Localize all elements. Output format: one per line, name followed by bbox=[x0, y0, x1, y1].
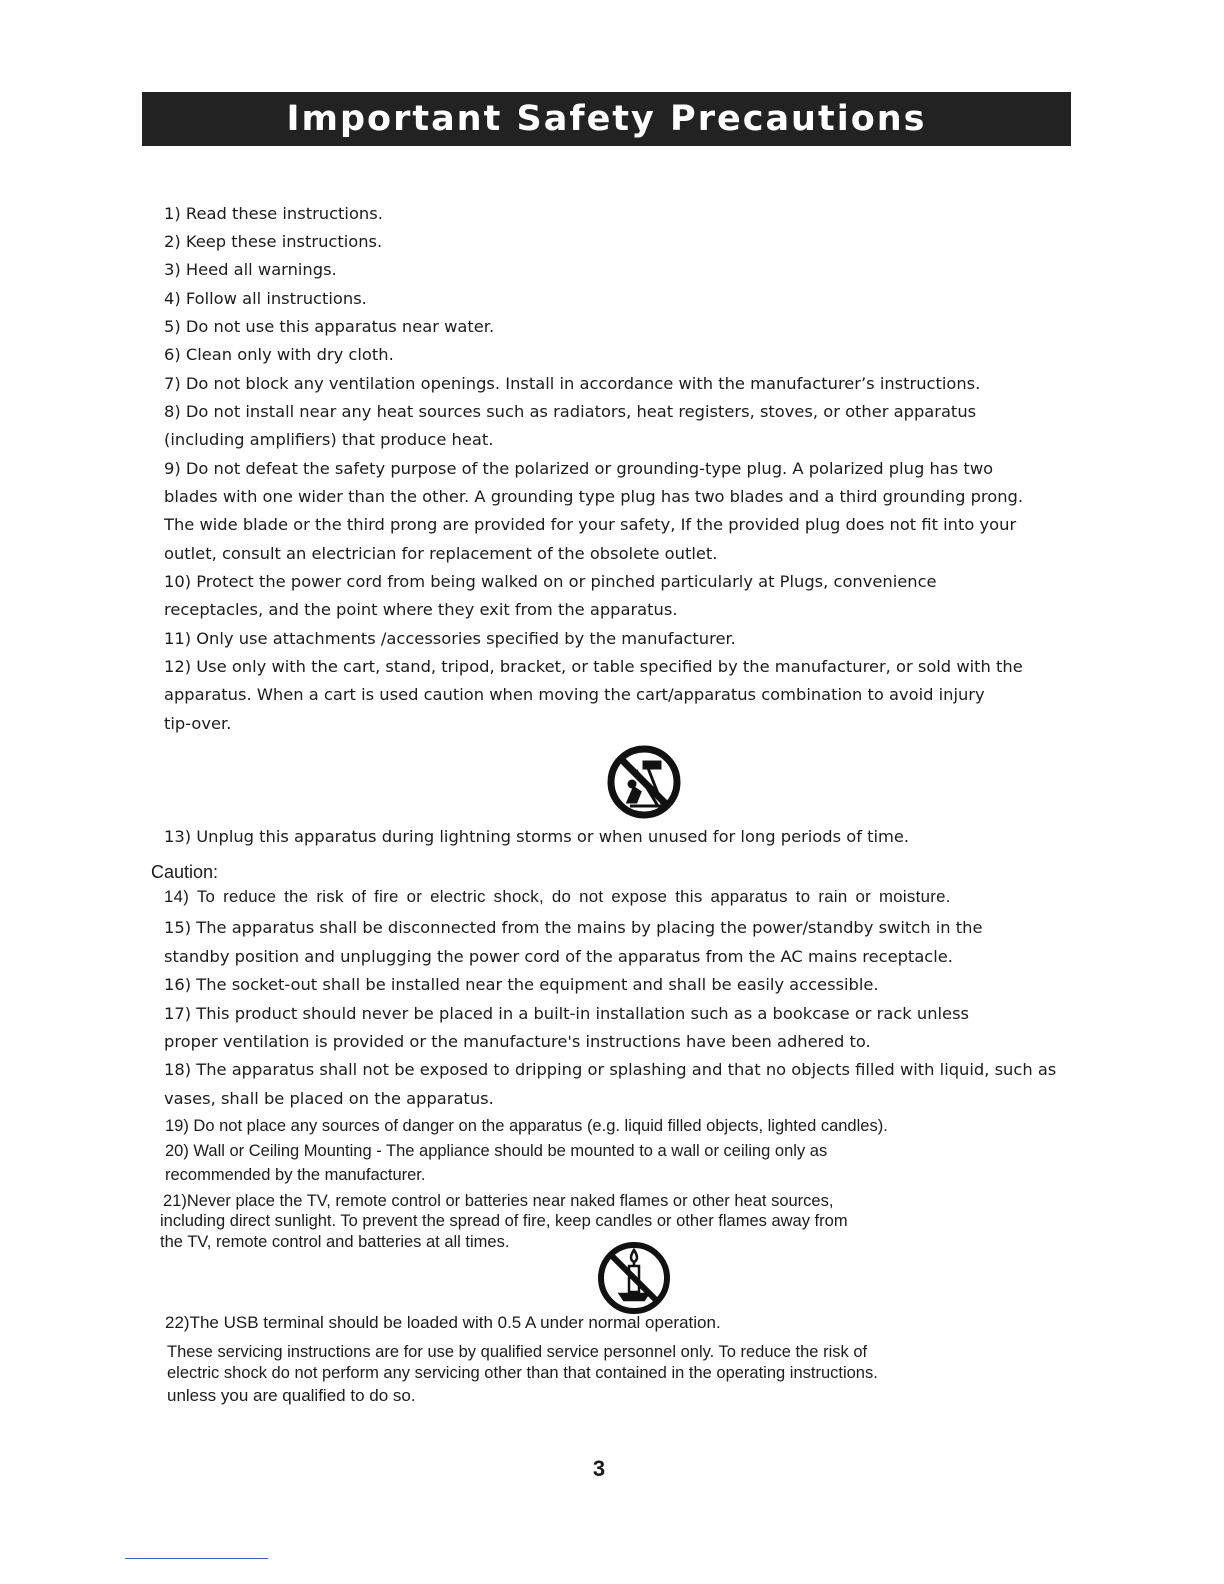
instruction-line: 1) Read these instructions. bbox=[164, 204, 383, 223]
caution-line: including direct sunlight. To prevent the spread of fire, keep candles or other flames away from bbox=[160, 1212, 848, 1230]
caution-line: vases, shall be placed on the apparatus. bbox=[164, 1089, 494, 1108]
instruction-line: 12) Use only with the cart, stand, tripod, bracket, or table specified by the manufacturer, or sold with the bbox=[164, 657, 1023, 676]
instruction-line: tip-over. bbox=[164, 714, 232, 733]
page-number: 3 bbox=[592, 1456, 606, 1481]
instruction-line: 5) Do not use this apparatus near water. bbox=[164, 317, 495, 336]
caution-line: 14) To reduce the risk of fire or electric shock, do not expose this apparatus to rain or moisture. bbox=[164, 887, 951, 906]
caution-line: 22)The USB terminal should be loaded with 0.5 A under normal operation. bbox=[165, 1313, 721, 1332]
caution-line: 17) This product should never be placed in a built-in installation such as a bookcase or rack unless bbox=[164, 1004, 970, 1023]
caution-line: 15) The apparatus shall be disconnected from the mains by placing the power/standby switch in the bbox=[164, 918, 983, 937]
service-note-line: unless you are qualified to do so. bbox=[167, 1386, 416, 1405]
caution-line: standby position and unplugging the power cord of the apparatus from the AC mains receptacle. bbox=[164, 947, 953, 966]
caution-line: recommended by the manufacturer. bbox=[165, 1166, 426, 1184]
instruction-line: 9) Do not defeat the safety purpose of the polarized or grounding-type plug. A polarized plug has two bbox=[164, 459, 994, 478]
caution-line: the TV, remote control and batteries at all times. bbox=[160, 1233, 510, 1251]
instruction-line: 6) Clean only with dry cloth. bbox=[164, 345, 394, 364]
instruction-line: 10) Protect the power cord from being walked on or pinched particularly at Plugs, convenience bbox=[164, 572, 937, 591]
caution-line: 19) Do not place any sources of danger on the apparatus (e.g. liquid filled objects, lighted candles). bbox=[165, 1117, 888, 1135]
page-title-banner bbox=[142, 92, 1071, 146]
service-note-line: These servicing instructions are for use by qualified service personnel only. To reduce the risk of bbox=[167, 1343, 868, 1361]
caution-line: proper ventilation is provided or the manufacture's instructions have been adhered to. bbox=[164, 1032, 871, 1051]
service-note-line: electric shock do not perform any servicing other than that contained in the operating instructions. bbox=[167, 1364, 878, 1382]
instruction-line: 13) Unplug this apparatus during lightning storms or when unused for long periods of time. bbox=[164, 827, 910, 846]
instruction-line: receptacles, and the point where they exit from the apparatus. bbox=[164, 600, 678, 619]
instruction-line: 7) Do not block any ventilation openings. Install in accordance with the manufacturer’s instructions. bbox=[164, 374, 981, 393]
page-title: Important Safety Precautions bbox=[286, 99, 927, 139]
no-candle-icon bbox=[596, 1240, 672, 1316]
caution-label: Caution: bbox=[151, 862, 219, 882]
caution-line: 16) The socket-out shall be installed near the equipment and shall be easily accessible. bbox=[164, 975, 879, 994]
cart-tipover-warning-icon bbox=[606, 744, 682, 820]
instruction-line: 8) Do not install near any heat sources such as radiators, heat registers, stoves, or other apparatus bbox=[164, 402, 977, 421]
instruction-line: 2) Keep these instructions. bbox=[164, 232, 383, 251]
caution-line: 20) Wall or Ceiling Mounting - The appliance should be mounted to a wall or ceiling only as bbox=[165, 1142, 828, 1160]
instruction-line: (including amplifiers) that produce heat. bbox=[164, 430, 494, 449]
instruction-line: The wide blade or the third prong are provided for your safety, If the provided plug does not fit into your bbox=[164, 515, 1017, 534]
instruction-line: 4) Follow all instructions. bbox=[164, 289, 367, 308]
instruction-line: apparatus. When a cart is used caution when moving the cart/apparatus combination to avoid injury bbox=[164, 685, 985, 704]
instruction-line: 11) Only use attachments /accessories specified by the manufacturer. bbox=[164, 629, 736, 648]
instruction-line: outlet, consult an electrician for replacement of the obsolete outlet. bbox=[164, 544, 718, 563]
caution-line: 18) The apparatus shall not be exposed to dripping or splashing and that no objects filled with liquid, such as bbox=[164, 1060, 1057, 1079]
caution-line: 21)Never place the TV, remote control or batteries near naked flames or other heat sources, bbox=[163, 1192, 834, 1210]
instruction-line: 3) Heed all warnings. bbox=[164, 260, 337, 279]
instruction-line: blades with one wider than the other. A grounding type plug has two blades and a third grounding prong. bbox=[164, 487, 1024, 506]
footer-rule bbox=[125, 1558, 268, 1559]
